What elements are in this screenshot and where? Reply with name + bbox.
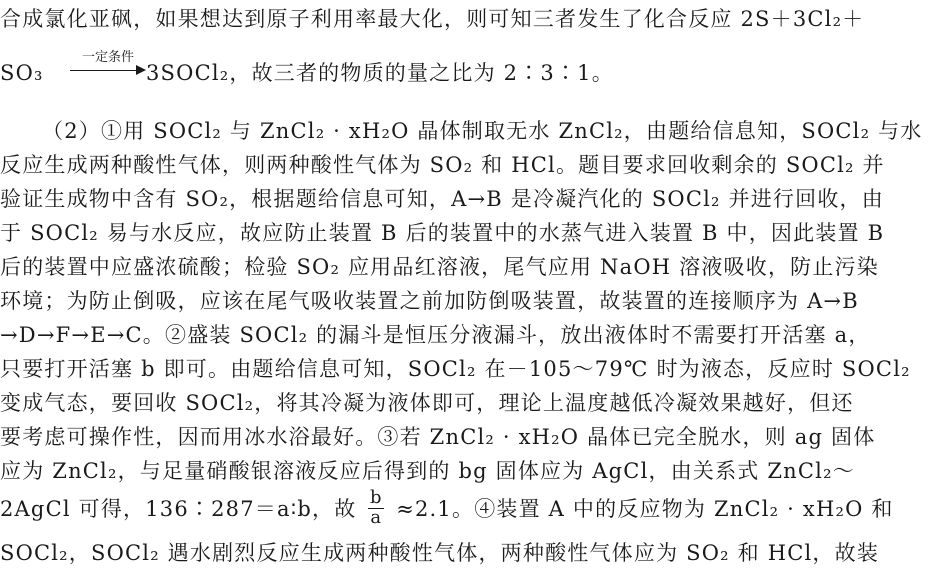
text-line-10 [0, 354, 948, 384]
text-line-9 [0, 320, 948, 350]
text-line-15 [0, 538, 948, 568]
text-line-12 [0, 422, 948, 452]
text-segment: 只要打开活塞 b 即可。由题给信息可知，SOCl₂ 在－105～79℃ 时为液态，反应时 SOCl₂ [0, 357, 911, 381]
text-segment: （2）①用 SOCl₂ 与 ZnCl₂ · xH₂O 晶体制取无水 ZnCl₂，由题给信息知，SOCl₂ 与水 [42, 119, 923, 143]
text-line-1 [0, 4, 948, 34]
text-segment: ≈2.1。④装置 A 中的反应物为 ZnCl₂ · xH₂O 和 [396, 497, 894, 521]
text-line-6 [0, 218, 948, 248]
reaction-arrow-shaft [70, 70, 138, 71]
text-segment: 合成氯化亚砜，如果想达到原子利用率最大化，则可知三者发生了化合反应 2S＋3Cl₂＋ [0, 7, 865, 31]
fraction-numerator: b [369, 486, 383, 508]
reaction-arrow [70, 50, 146, 88]
text-line-4 [0, 150, 948, 180]
text-segment: 要考虑可操作性，因而用冰水浴最好。③若 ZnCl₂ · xH₂O 晶体已完全脱水，则 ag 固体 [0, 425, 876, 449]
text-segment: 后的装置中应盛浓硫酸；检验 SO₂ 应用品红溶液，尾气应用 NaOH 溶液吸收，防止污染 [0, 255, 879, 279]
text-line-3 [0, 116, 948, 146]
text-segment: 变成气态，要回收 SOCl₂，将其冷凝为液体即可，理论上温度越低冷凝效果越好，但还 [0, 391, 854, 415]
text-line-8 [0, 286, 948, 316]
text-line-14 [0, 486, 948, 528]
text-line-7 [0, 252, 948, 282]
text-segment: SO₃ [0, 61, 44, 85]
text-segment: 3SOCl₂，故三者的物质的量之比为 2∶3∶1。 [146, 61, 614, 85]
text-line-13 [0, 456, 948, 486]
text-segment: 应为 ZnCl₂，与足量硝酸银溶液反应后得到的 bg 固体应为 AgCl，由关系式 ZnCl₂～ [0, 459, 855, 483]
text-line-2 [0, 50, 948, 88]
fraction-denominator: a [370, 506, 383, 528]
text-segment: 于 SOCl₂ 易与水反应，故应防止装置 B 后的装置中的水蒸气进入装置 B 中，因此装置 B [0, 221, 885, 245]
text-segment: →D→F→E→C。②盛装 SOCl₂ 的漏斗是恒压分液漏斗，放出液体时不需要打开活塞 a， [0, 323, 871, 347]
text-line-5 [0, 184, 948, 214]
text-line-11 [0, 388, 948, 418]
text-segment: 反应生成两种酸性气体，则两种酸性气体为 SO₂ 和 HCl。题目要求回收剩余的 SOCl₂ 并 [0, 153, 885, 177]
text-segment: 2AgCl 可得，136∶287＝a∶b，故 [0, 497, 357, 521]
text-segment: 环境；为防止倒吸，应该在尾气吸收装置之前加防倒吸装置，故装置的连接顺序为 A→B [0, 289, 859, 313]
text-segment: SOCl₂，SOCl₂ 遇水剧烈反应生成两种酸性气体，两种酸性气体应为 SO₂ 和 HCl，故装 [0, 541, 880, 565]
reaction-arrow-head [136, 65, 146, 75]
reaction-condition-label: 一定条件 [81, 50, 134, 65]
fraction-b-over-a [368, 486, 384, 528]
text-segment: 验证生成物中含有 SO₂，根据题给信息可知，A→B 是冷凝汽化的 SOCl₂ 并进行回收，由 [0, 187, 884, 211]
